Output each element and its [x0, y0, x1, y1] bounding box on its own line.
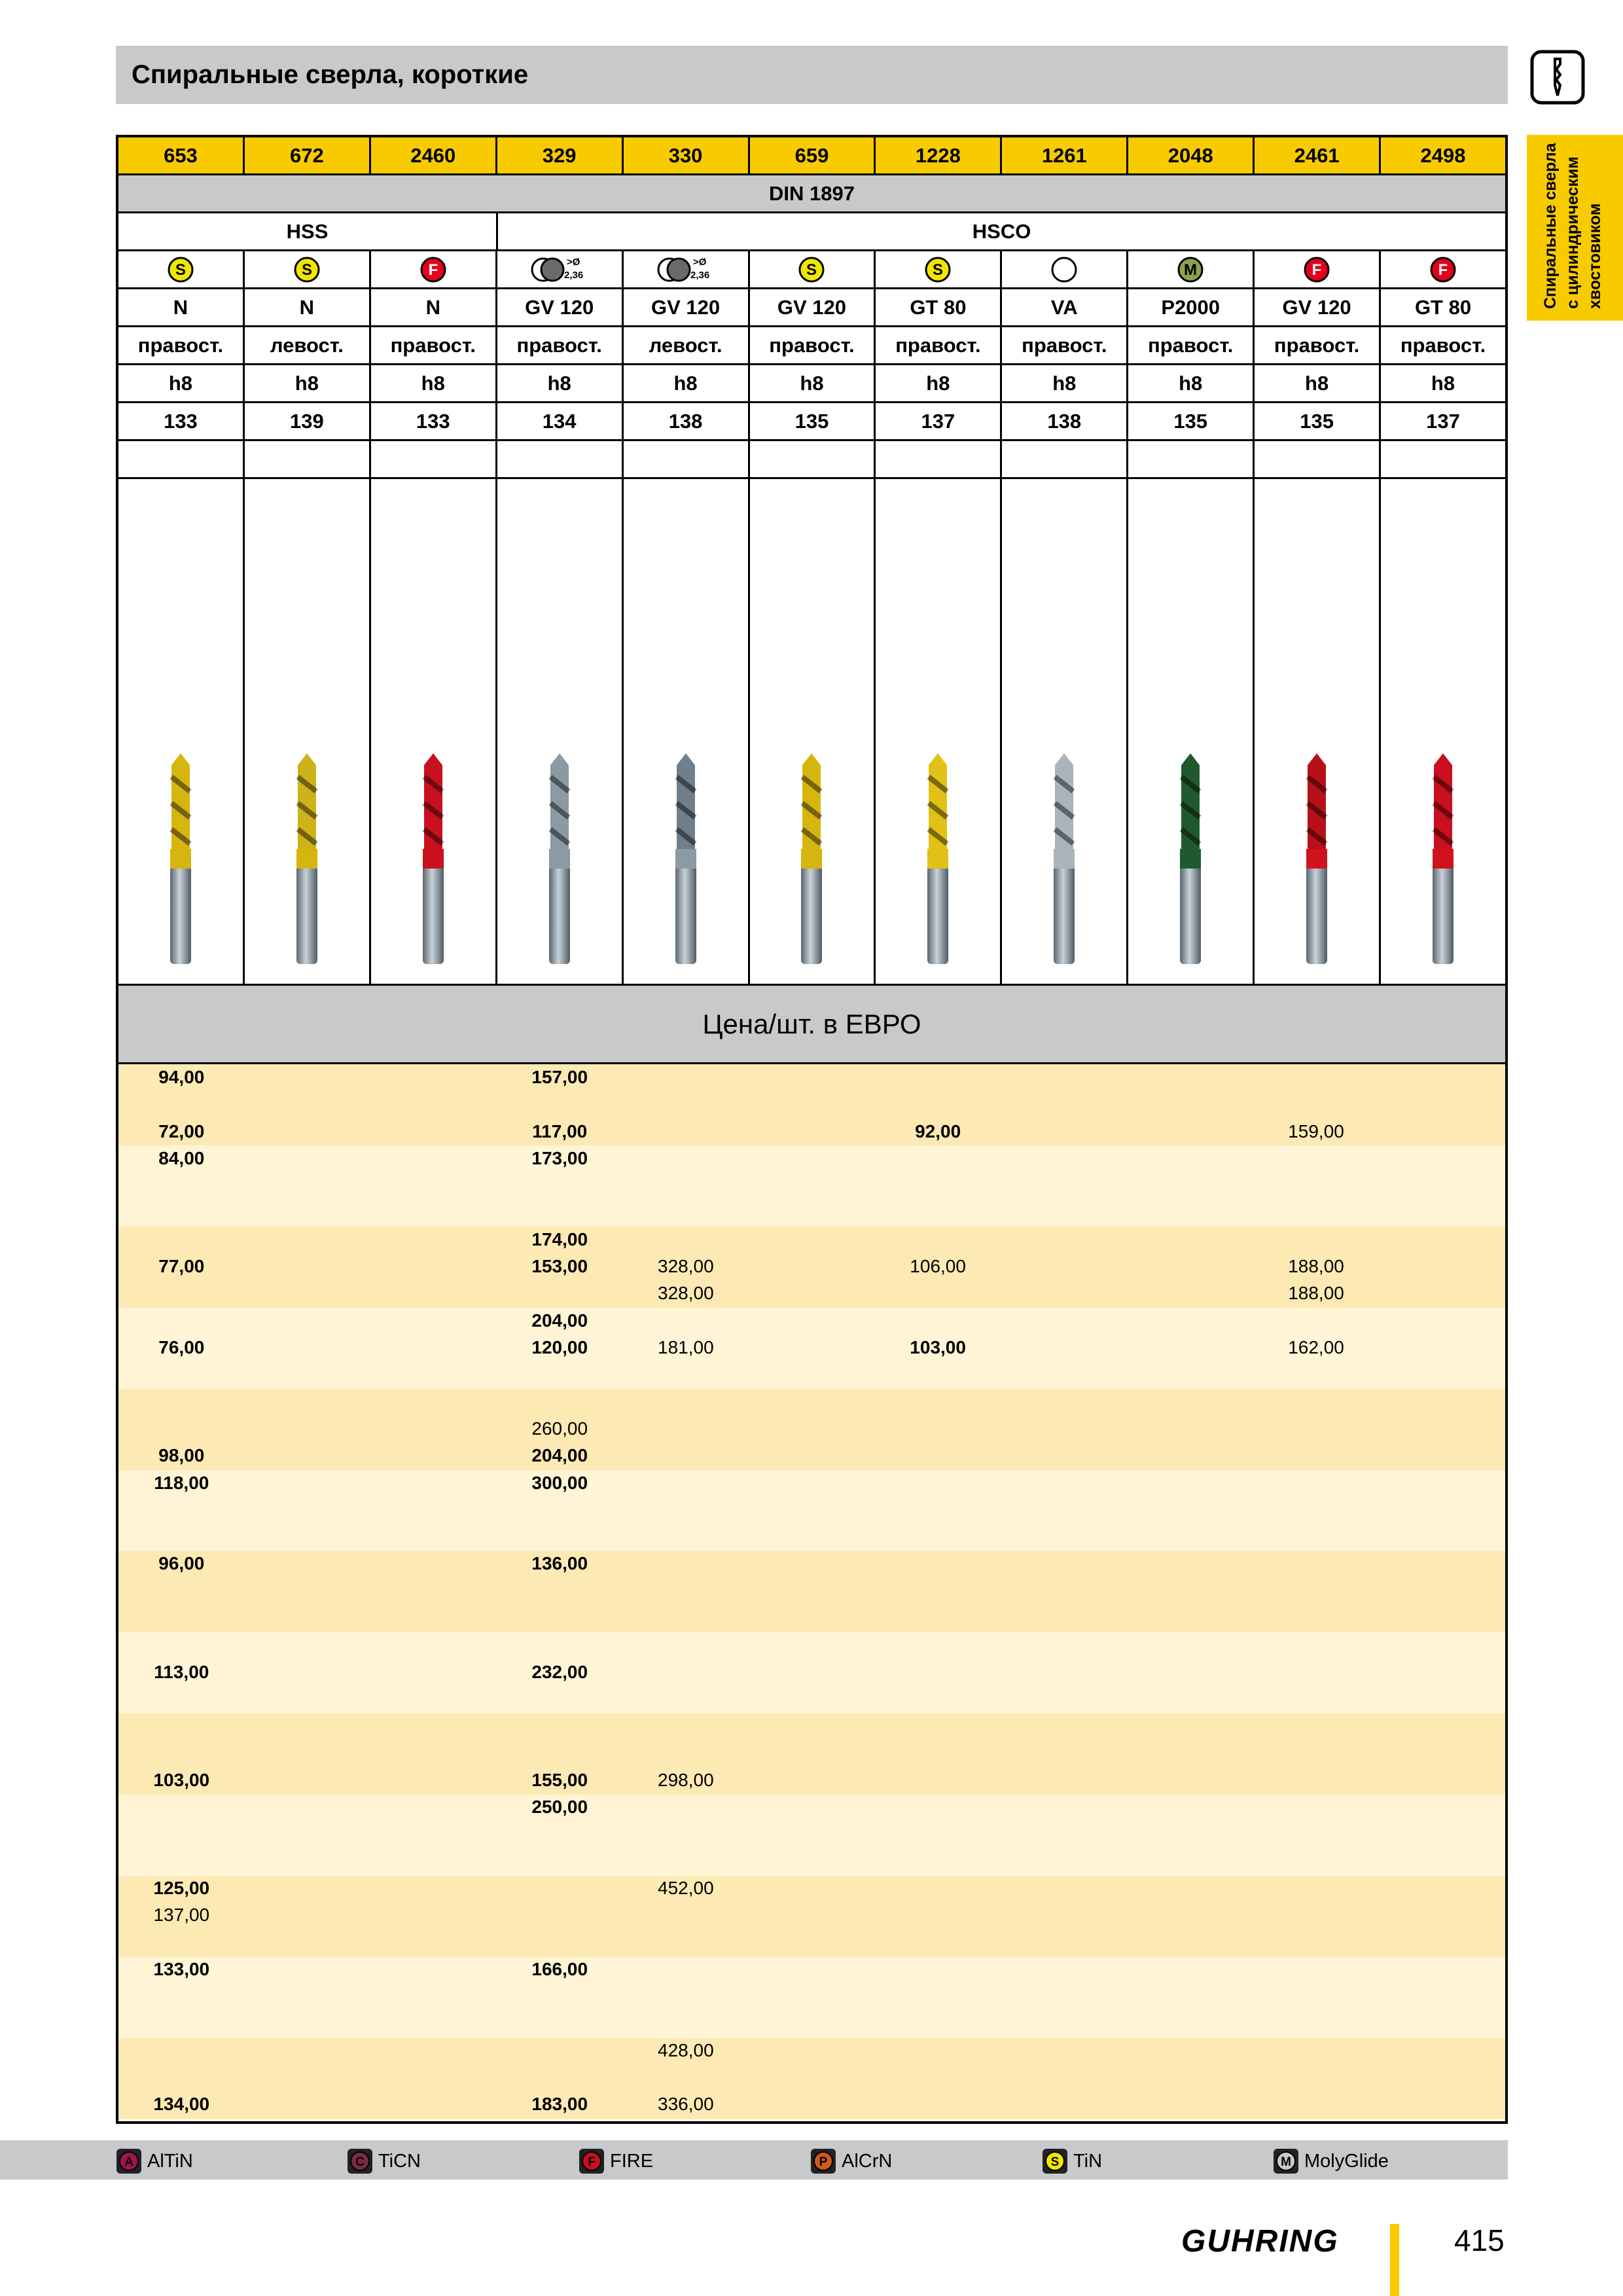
rotation-cell: левост.	[624, 327, 750, 363]
din-standard: DIN 1897	[769, 181, 855, 205]
coating-cell	[1128, 251, 1255, 287]
coating-cell	[1002, 251, 1128, 287]
footer-accent-bar	[1390, 2224, 1399, 2296]
article-number-cell: 2498	[1420, 143, 1466, 167]
article-number-cell: 2048	[1128, 137, 1255, 173]
point-angle-cell: 138	[1002, 403, 1128, 439]
price-value: 103,00	[910, 1337, 966, 1357]
type-row	[118, 289, 1505, 327]
coating-p-icon	[810, 2148, 836, 2174]
coating-letter: F	[428, 260, 438, 279]
blank-cell	[497, 441, 624, 477]
legend-label: TiN	[1073, 2150, 1103, 2172]
price-value: 72,00	[158, 1121, 205, 1141]
rotation-cell: правост.	[750, 327, 876, 363]
price-value: 428,00	[658, 2039, 714, 2060]
coating-cell	[497, 251, 624, 287]
price-value: 298,00	[658, 1769, 714, 1790]
price-value: 181,00	[658, 1337, 714, 1357]
blank-cell	[1381, 441, 1505, 477]
price-value: 300,00	[531, 1472, 588, 1493]
article-number-cell: 1228	[876, 137, 1002, 173]
price-band	[118, 1551, 1505, 1632]
price-value: 92,00	[915, 1121, 961, 1141]
rotation-row	[118, 327, 1505, 365]
price-value: 204,00	[531, 1445, 588, 1466]
material-row	[118, 213, 1505, 251]
tolerance-row	[118, 365, 1505, 403]
price-value: 134,00	[153, 2094, 210, 2115]
drill-bit-icon	[666, 751, 705, 967]
coating-letter: S	[933, 260, 944, 279]
type-cell: GV 120	[750, 289, 876, 325]
blank-cell	[371, 441, 497, 477]
drill-icon	[1530, 50, 1585, 105]
coating-cell	[876, 251, 1002, 287]
section-tab-line: хвостовиком	[1586, 203, 1604, 309]
title-bar	[116, 46, 1508, 104]
legend-letter: P	[819, 2155, 828, 2169]
price-value: 117,00	[532, 1121, 588, 1141]
rotation-cell: правост.	[371, 327, 497, 363]
price-value: 328,00	[658, 1256, 714, 1277]
price-value: 173,00	[531, 1147, 588, 1168]
steam-diameter-value: 2,36	[690, 269, 709, 281]
price-value: 157,00	[531, 1067, 588, 1087]
type-cell: GT 80	[1414, 295, 1472, 319]
coating-cell	[1255, 251, 1381, 287]
blank-cell	[1002, 441, 1128, 477]
price-value: 159,00	[1288, 1121, 1344, 1141]
coating-f-icon	[579, 2148, 605, 2174]
point-angle-cell: 135	[750, 403, 876, 439]
coating-cell	[118, 251, 245, 287]
coating-row	[118, 251, 1505, 289]
drill-image-cell	[371, 479, 497, 984]
blank-cell	[1255, 441, 1381, 477]
blank-cell	[876, 441, 1002, 477]
price-value: 232,00	[531, 1661, 588, 1682]
price-value: 183,00	[531, 2094, 588, 2115]
drill-image-cell	[497, 479, 624, 984]
type-cell: N	[245, 289, 371, 325]
price-band	[118, 1957, 1505, 2038]
point-angle-cell: 134	[497, 403, 624, 439]
drill-image-cell	[118, 479, 245, 984]
section-tab-text	[1531, 140, 1620, 315]
drill-bit-icon	[540, 751, 579, 967]
drill-image-cell	[1128, 479, 1255, 984]
coating-c-icon	[347, 2148, 373, 2174]
article-number-cell: 653	[118, 137, 245, 173]
legend-letter: M	[1281, 2155, 1291, 2169]
tolerance-cell: h8	[118, 365, 245, 401]
price-value: 98,00	[158, 1445, 205, 1466]
legend-label: TiCN	[378, 2150, 421, 2172]
price-area	[118, 1064, 1505, 2121]
tolerance-cell: h8	[1255, 365, 1381, 401]
drill-bit-icon	[792, 751, 831, 967]
drill-image-cell	[1002, 479, 1128, 984]
drill-image-cell	[1255, 479, 1381, 984]
price-header: Цена/шт. в ЕВРО	[118, 986, 1505, 1064]
price-value: 250,00	[531, 1797, 588, 1818]
coating-letter: M	[1184, 260, 1198, 279]
page-title: Спиральные сверла, короткие	[132, 60, 529, 89]
rotation-cell: левост.	[245, 327, 371, 363]
article-number-row	[118, 137, 1505, 175]
drill-image-cell	[876, 479, 1002, 984]
legend-item	[1273, 2148, 1389, 2174]
legend-letter: C	[355, 2155, 365, 2169]
drill-bit-icon	[414, 751, 453, 967]
drill-image-cell	[750, 479, 876, 984]
blank-cell	[1128, 441, 1255, 477]
type-cell: P2000	[1128, 289, 1255, 325]
tolerance-cell: h8	[497, 365, 624, 401]
point-angle-cell: 135	[1255, 403, 1381, 439]
article-number-cell: 672	[245, 137, 371, 173]
price-value: 96,00	[158, 1553, 205, 1574]
point-angle-cell: 139	[245, 403, 371, 439]
legend-item	[347, 2148, 421, 2174]
legend-letter: S	[1050, 2155, 1060, 2169]
price-value: 113,00	[154, 1661, 209, 1682]
price-value: 188,00	[1288, 1283, 1344, 1304]
coating-s-icon	[271, 253, 343, 286]
price-value: 328,00	[658, 1283, 714, 1304]
material-hsco: HSCO	[972, 219, 1031, 243]
material-hss: HSS	[118, 213, 498, 249]
price-band	[118, 1632, 1505, 1713]
price-value: 77,00	[158, 1256, 205, 1277]
price-value: 166,00	[531, 1958, 588, 1979]
point-angle-cell: 137	[1426, 409, 1460, 433]
blank-cell	[118, 441, 245, 477]
coating-letter: S	[175, 260, 186, 279]
rotation-cell: правост.	[1128, 327, 1255, 363]
price-value: 137,00	[153, 1905, 210, 1926]
steam-diameter-label: >Ø	[692, 256, 707, 268]
price-value: 103,00	[153, 1769, 210, 1790]
coating-cell	[371, 251, 497, 287]
drill-bit-icon	[161, 751, 200, 967]
coating-f-icon	[397, 253, 469, 286]
blank-cell	[624, 441, 750, 477]
price-value: 94,00	[158, 1067, 205, 1087]
article-number-cell: 330	[624, 137, 750, 173]
price-value: 153,00	[531, 1256, 588, 1277]
coating-m-icon	[1154, 253, 1226, 286]
coating-f-icon	[1281, 253, 1353, 286]
price-band	[118, 1876, 1505, 1957]
tolerance-cell: h8	[1002, 365, 1128, 401]
drill-image-row	[118, 479, 1505, 986]
rotation-cell: правост.	[118, 327, 245, 363]
price-value: 118,00	[154, 1472, 209, 1493]
drill-image-cell	[624, 479, 750, 984]
type-cell: GV 120	[497, 289, 624, 325]
page-number: 415	[1454, 2223, 1505, 2257]
article-number-cell: 329	[497, 137, 624, 173]
article-number-cell: 2461	[1255, 137, 1381, 173]
drill-image-cell	[1381, 479, 1505, 984]
article-number-cell: 1261	[1002, 137, 1128, 173]
legend-item	[810, 2148, 892, 2174]
coating-letter: F	[1311, 260, 1322, 279]
price-value: 120,00	[531, 1337, 588, 1357]
section-tab-line: Спиральные сверла	[1541, 143, 1560, 309]
legend-label: MolyGlide	[1304, 2150, 1389, 2172]
steam-diameter-label: >Ø	[566, 256, 580, 268]
price-value: 133,00	[153, 1958, 210, 1979]
point-angle-cell: 133	[118, 403, 245, 439]
price-value: 106,00	[910, 1256, 966, 1277]
price-band	[118, 1713, 1505, 1795]
drill-bit-icon	[1423, 751, 1463, 967]
coating-s-icon	[902, 253, 974, 286]
price-value: 188,00	[1288, 1256, 1344, 1277]
coating-letter: F	[1438, 260, 1448, 279]
coating-legend	[0, 2140, 1508, 2179]
legend-label: AlCrN	[842, 2150, 893, 2172]
drill-image-cell	[245, 479, 371, 984]
tolerance-cell: h8	[624, 365, 750, 401]
price-band	[118, 1470, 1505, 1551]
point-angle-cell: 137	[876, 403, 1002, 439]
drill-bit-icon	[1171, 751, 1210, 967]
price-value: 336,00	[658, 2094, 714, 2115]
point-angle-cell: 133	[371, 403, 497, 439]
price-value: 84,00	[158, 1147, 205, 1168]
coating-s-icon	[145, 253, 217, 286]
steam-treated-icon	[650, 253, 722, 286]
rotation-cell: правост.	[1255, 327, 1381, 363]
rotation-cell: правост.	[1400, 333, 1486, 357]
legend-item	[1042, 2148, 1102, 2174]
price-value: 452,00	[658, 1878, 714, 1898]
legend-letter: A	[124, 2155, 134, 2169]
coating-cell	[624, 251, 750, 287]
rotation-cell: правост.	[876, 327, 1002, 363]
tolerance-cell: h8	[876, 365, 1002, 401]
price-value: 155,00	[531, 1769, 588, 1790]
drill-bit-icon	[1044, 751, 1084, 967]
price-value: 260,00	[531, 1418, 588, 1439]
tolerance-cell: h8	[245, 365, 371, 401]
type-cell: N	[118, 289, 245, 325]
article-number-cell: 2460	[371, 137, 497, 173]
coating-letter: S	[806, 260, 817, 279]
legend-letter: F	[588, 2155, 596, 2169]
coating-s-icon	[776, 253, 847, 286]
price-band	[118, 2038, 1505, 2119]
blank-cell	[750, 441, 876, 477]
steam-treated-icon	[524, 253, 596, 286]
tolerance-cell: h8	[371, 365, 497, 401]
coating-s-icon	[1042, 2148, 1068, 2174]
price-band	[118, 1389, 1505, 1470]
price-value: 204,00	[531, 1310, 588, 1331]
coating-letter: S	[301, 260, 312, 279]
drill-bit-icon	[1297, 751, 1336, 967]
type-cell: GV 120	[624, 289, 750, 325]
type-cell: GT 80	[876, 289, 1002, 325]
rotation-cell: правост.	[497, 327, 624, 363]
product-table	[116, 135, 1508, 2124]
price-band	[118, 1145, 1505, 1227]
price-value: 125,00	[153, 1878, 210, 1898]
section-tab-line: с цилиндрическим	[1563, 156, 1582, 309]
coating-cell	[245, 251, 371, 287]
tolerance-cell: h8	[1128, 365, 1255, 401]
rotation-cell: правост.	[1002, 327, 1128, 363]
legend-item	[116, 2148, 193, 2174]
steam-diameter-value: 2,36	[563, 269, 583, 281]
coating-m-icon	[1273, 2148, 1299, 2174]
type-cell: GV 120	[1255, 289, 1381, 325]
point-angle-cell: 138	[624, 403, 750, 439]
drill-bit-icon	[918, 751, 957, 967]
price-value: 174,00	[531, 1229, 588, 1249]
price-band	[118, 1795, 1505, 1876]
blank-row	[118, 441, 1505, 479]
legend-label: AlTiN	[147, 2150, 193, 2172]
tolerance-cell: h8	[1431, 371, 1455, 395]
article-number-cell: 659	[750, 137, 876, 173]
price-value: 76,00	[158, 1337, 205, 1357]
uncoated-icon	[1028, 253, 1100, 286]
section-tab[interactable]	[1527, 135, 1623, 321]
point-angle-row	[118, 403, 1505, 441]
legend-item	[579, 2148, 653, 2174]
tolerance-cell: h8	[750, 365, 876, 401]
brand-logo: GUHRING	[1181, 2224, 1339, 2259]
drill-bit-icon	[287, 751, 327, 967]
type-cell: VA	[1002, 289, 1128, 325]
blank-cell	[245, 441, 371, 477]
coating-cell	[750, 251, 876, 287]
legend-label: FIRE	[610, 2150, 654, 2172]
coating-f-icon	[1407, 253, 1479, 286]
point-angle-cell: 135	[1128, 403, 1255, 439]
coating-cell	[1381, 251, 1505, 287]
coating-a-icon	[116, 2148, 142, 2174]
type-cell: N	[371, 289, 497, 325]
price-value: 136,00	[531, 1553, 588, 1574]
price-value: 162,00	[1288, 1337, 1344, 1357]
din-row	[118, 175, 1505, 213]
